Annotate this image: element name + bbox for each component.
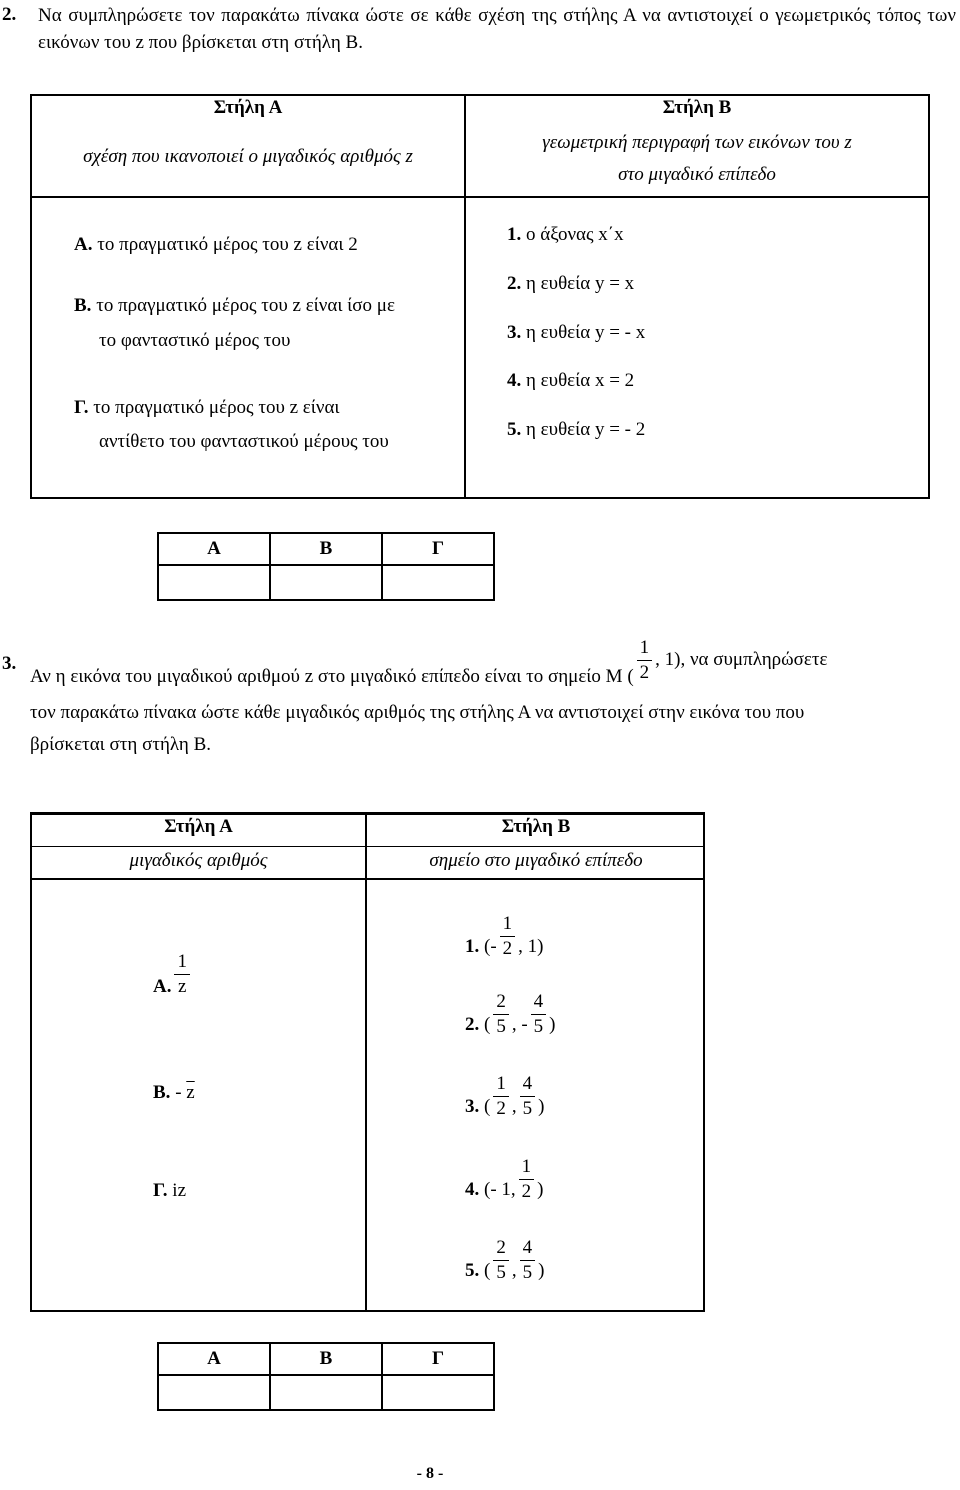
t2-colB-item-2-x-den: 5 xyxy=(496,1016,506,1037)
t2-colA-item-C-label: Γ. xyxy=(153,1180,168,1201)
t2-colB-item-2-frac-y xyxy=(531,990,547,1039)
colB-item-3-text: η ευθεία y = - x xyxy=(526,322,646,343)
t2-colB-item-4-frac xyxy=(519,1155,535,1204)
q3-text-part2: , 1), να συμπληρώσετε xyxy=(655,648,828,670)
q3-point-num: 1 xyxy=(637,636,653,661)
t2-colB-item-2-y-num: 4 xyxy=(531,990,547,1015)
t2-colA-item-B-conjugate: $\overline{z}$ xyxy=(186,1082,195,1103)
t2-colB-item-5-open: ( xyxy=(484,1259,491,1281)
answer-grid-2 xyxy=(157,1342,495,1411)
t2-colB-item-3-y-den: 5 xyxy=(522,1098,533,1119)
t2-colB-item-4-close: ) xyxy=(537,1178,544,1200)
t2-colA-subtitle: μιγαδικός αριθμός xyxy=(129,850,268,871)
grid2-header-A: Α xyxy=(158,1343,270,1375)
question-3-line1 xyxy=(30,636,958,685)
t2-colA-item-B xyxy=(153,1082,195,1104)
t2-colB-item-5-frac-x xyxy=(493,1236,509,1285)
t2-colB-item-1-open: (- xyxy=(484,935,497,957)
t2-colB-item-2-close: ) xyxy=(549,1013,556,1035)
q3-point-fraction xyxy=(637,636,653,685)
t2-colB-item-2-label: 2. xyxy=(465,1013,480,1035)
colB-item-2 xyxy=(507,273,634,295)
t2-colA-item-A-den: z xyxy=(178,976,187,997)
grid2-header-B: Β xyxy=(270,1343,382,1375)
colB-subtitle-line1: γεωμετρική περιγραφή των εικόνων του z xyxy=(542,132,852,153)
colA-item-B xyxy=(74,295,395,317)
colB-subtitle-line2: στο μιγαδικό επίπεδο xyxy=(618,164,776,185)
question-number-3: 3. xyxy=(2,653,17,674)
grid2-answer-G[interactable] xyxy=(382,1375,494,1410)
t2-colB-item-3-frac-y xyxy=(520,1072,536,1121)
t2-colB-item-5-sep: , xyxy=(511,1259,517,1281)
question-3-line3: βρίσκεται στη στήλη Β. xyxy=(30,734,212,755)
t2-colA-item-A-num: 1 xyxy=(174,950,190,975)
colB-item-2-text: η ευθεία y = x xyxy=(526,273,635,294)
colB-item-1-label: 1. xyxy=(507,224,522,245)
colB-item-4-label: 4. xyxy=(507,370,522,391)
t2-colB-item-5-label: 5. xyxy=(465,1259,480,1281)
grid1-header-B: Β xyxy=(270,533,382,565)
t2-colB-item-2-x-num: 2 xyxy=(493,990,509,1015)
colB-item-1 xyxy=(507,224,624,246)
colA-item-A-label: Α. xyxy=(74,234,93,255)
grid1-answer-B[interactable] xyxy=(270,565,382,600)
t2-colB-item-2-y-den: 5 xyxy=(533,1016,544,1037)
question-number-2: 2. xyxy=(2,4,17,25)
t2-colB-item-4-label: 4. xyxy=(465,1178,480,1200)
table2-column-divider xyxy=(365,812,367,1312)
colA-item-C-label: Γ. xyxy=(74,397,89,418)
t2-colA-item-B-sign: - xyxy=(175,1082,187,1103)
t2-colA-item-B-label: Β. xyxy=(153,1082,171,1103)
t2-colB-item-2-open: ( xyxy=(484,1013,491,1035)
colB-item-3-label: 3. xyxy=(507,322,522,343)
table2-top-rule xyxy=(30,812,705,815)
t2-colA-item-C xyxy=(153,1180,186,1202)
t2-colB-item-4-den: 2 xyxy=(521,1181,532,1202)
t2-colB-item-3-x-den: 2 xyxy=(496,1098,506,1119)
t2-colA-title: Στήλη Α xyxy=(164,816,233,837)
t2-colB-item-3-sep: , xyxy=(511,1095,517,1117)
t2-colB-item-5-close: ) xyxy=(538,1259,545,1281)
colA-item-C xyxy=(74,397,340,419)
grid1-answer-G[interactable] xyxy=(382,565,494,600)
colA-title: Στήλη Α xyxy=(213,97,283,118)
t2-colB-item-1-frac xyxy=(500,912,516,961)
colA-item-B-label: Β. xyxy=(74,295,92,316)
colA-item-A-text: το πραγματικό μέρος του z είναι 2 xyxy=(97,234,358,255)
t2-colB-item-1-label: 1. xyxy=(465,935,480,957)
t2-colA-item-A-label: Α. xyxy=(153,975,172,997)
t2-colB-item-5-y-num: 4 xyxy=(520,1236,536,1261)
t2-colA-item-A-fraction xyxy=(174,950,190,999)
t2-colB-item-2 xyxy=(465,990,555,1039)
grid1-answer-A[interactable] xyxy=(158,565,270,600)
colB-item-3 xyxy=(507,322,645,344)
t2-colB-item-1 xyxy=(465,912,543,961)
t2-colB-item-3 xyxy=(465,1072,544,1121)
t2-colB-item-3-frac-x xyxy=(493,1072,509,1121)
table2-right-border xyxy=(703,812,705,1312)
t2-colB-item-3-label: 3. xyxy=(465,1095,480,1117)
colA-item-B-line1: το πραγματικό μέρος του z είναι ίσο με xyxy=(96,295,395,316)
t2-colB-item-3-x-num: 1 xyxy=(493,1072,509,1097)
colB-item-5 xyxy=(507,419,645,441)
t2-colB-item-4 xyxy=(465,1155,543,1204)
t2-colB-item-5-y-den: 5 xyxy=(522,1262,533,1283)
t2-colB-item-5 xyxy=(465,1236,544,1285)
grid2-header-G: Γ xyxy=(382,1343,494,1375)
table2-header-bottom-rule xyxy=(30,878,705,880)
colB-item-2-label: 2. xyxy=(507,273,522,294)
t2-colB-item-3-close: ) xyxy=(538,1095,545,1117)
t2-colB-item-3-open: ( xyxy=(484,1095,491,1117)
colA-subtitle: σχέση που ικανοποιεί ο μιγαδικός αριθμός z xyxy=(83,146,413,167)
t2-colB-item-4-open: (- 1, xyxy=(484,1178,516,1200)
grid2-answer-B[interactable] xyxy=(270,1375,382,1410)
table2-bottom-rule xyxy=(30,1310,705,1312)
question-2-text xyxy=(38,2,956,56)
q3-point-den: 2 xyxy=(639,662,650,683)
answer-grid-1 xyxy=(157,532,495,601)
t2-colB-item-2-sep: , - xyxy=(511,1013,528,1035)
table2-left-border xyxy=(30,812,32,1312)
grid1-header-G: Γ xyxy=(382,533,494,565)
colB-item-4 xyxy=(507,370,634,392)
t2-colB-item-5-x-den: 5 xyxy=(496,1262,506,1283)
colA-item-C-line1: το πραγματικό μέρος του z είναι xyxy=(93,397,340,418)
page-number: - 8 - xyxy=(416,1465,444,1482)
t2-colA-item-C-text: iz xyxy=(172,1180,187,1201)
colB-item-5-label: 5. xyxy=(507,419,522,440)
t2-colB-item-1-num: 1 xyxy=(500,912,516,937)
t2-colB-item-2-frac-x xyxy=(493,990,509,1039)
question-2-sentence: Να συμπληρώσετε τον παρακάτω πίνακα ώστε σε κάθε σχέση της στήλης Α να αντιστοιχεί ο γεωμετρικός τόπος των εικόνων του z που βρίσκεται στη στήλη Β. xyxy=(38,5,956,53)
t2-colB-item-5-frac-y xyxy=(520,1236,536,1285)
t2-colB-title: Στήλη Β xyxy=(501,816,571,837)
t2-colB-item-1-den: 2 xyxy=(502,938,513,959)
table2-mid-rule xyxy=(30,846,705,847)
colB-item-1-text: ο άξονας x΄x xyxy=(526,224,624,245)
t2-colA-item-A xyxy=(153,950,193,999)
colA-item-C-line2: αντίθετο του φανταστικού μέρους του xyxy=(99,431,389,452)
q3-text-part1: Αν η εικόνα του μιγαδικού αριθμού z στο μιγαδικό επίπεδο είναι το σημείο Μ ( xyxy=(30,665,634,687)
colB-title: Στήλη Β xyxy=(662,97,732,118)
t2-colB-subtitle: σημείο στο μιγαδικό επίπεδο xyxy=(429,850,643,871)
t2-colB-item-4-num: 1 xyxy=(519,1155,535,1180)
colB-item-4-text: η ευθεία x = 2 xyxy=(526,370,635,391)
t2-colB-item-3-y-num: 4 xyxy=(520,1072,536,1097)
colA-item-A xyxy=(74,234,358,256)
grid2-answer-A[interactable] xyxy=(158,1375,270,1410)
t2-colB-item-5-x-num: 2 xyxy=(493,1236,509,1261)
grid1-header-A: Α xyxy=(158,533,270,565)
colB-item-5-text: η ευθεία y = - 2 xyxy=(526,419,646,440)
colA-item-B-line2: το φανταστικό μέρος του xyxy=(99,330,291,351)
t2-colB-item-1-close: , 1) xyxy=(518,935,544,957)
question-3-line2: τον παρακάτω πίνακα ώστε κάθε μιγαδικός αριθμός της στήλης Α να αντιστοιχεί στην εικόνα του που xyxy=(30,702,805,723)
